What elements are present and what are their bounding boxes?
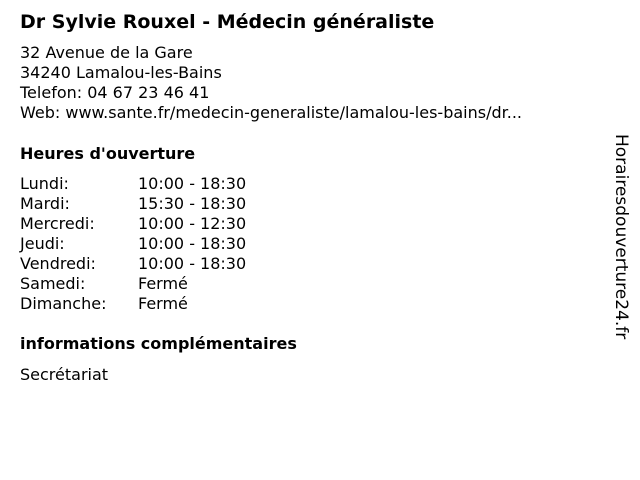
hours-time: 10:00 - 18:30 xyxy=(138,234,247,253)
hours-row-friday xyxy=(20,254,320,274)
hours-day: Samedi: xyxy=(20,274,86,293)
address-line-street: 32 Avenue de la Gare xyxy=(20,43,193,62)
hours-time: Fermé xyxy=(138,274,188,293)
hours-day: Dimanche: xyxy=(20,294,107,313)
hours-day: Mercredi: xyxy=(20,214,95,233)
phone-line: Telefon: 04 67 23 46 41 xyxy=(20,83,210,102)
hours-row-saturday xyxy=(20,274,320,294)
info-text: Secrétariat xyxy=(20,365,109,384)
hours-time: 10:00 - 12:30 xyxy=(138,214,247,233)
hours-time: Fermé xyxy=(138,294,188,313)
brand-vertical xyxy=(610,134,634,344)
hours-time: 10:00 - 18:30 xyxy=(138,254,247,273)
hours-day: Vendredi: xyxy=(20,254,96,273)
hours-time: 15:30 - 18:30 xyxy=(138,194,247,213)
hours-time: 10:00 - 18:30 xyxy=(138,174,247,193)
hours-row-thursday xyxy=(20,234,320,254)
hours-row-tuesday xyxy=(20,194,320,214)
hours-day: Mardi: xyxy=(20,194,70,213)
web-line: Web: www.sante.fr/medecin-generaliste/lamalou-les-bains/dr... xyxy=(20,103,522,122)
address-line-city: 34240 Lamalou-les-Bains xyxy=(20,63,222,82)
info-heading: informations complémentaires xyxy=(20,334,297,353)
hours-row-monday xyxy=(20,174,320,194)
hours-day: Lundi: xyxy=(20,174,69,193)
hours-row-wednesday xyxy=(20,214,320,234)
hours-heading: Heures d'ouverture xyxy=(20,144,196,163)
hours-row-sunday xyxy=(20,294,320,314)
brand-text: Horairesdouverture24.fr xyxy=(611,134,631,340)
hours-day: Jeudi: xyxy=(20,234,65,253)
listing-title: Dr Sylvie Rouxel - Médecin généraliste xyxy=(20,11,435,33)
